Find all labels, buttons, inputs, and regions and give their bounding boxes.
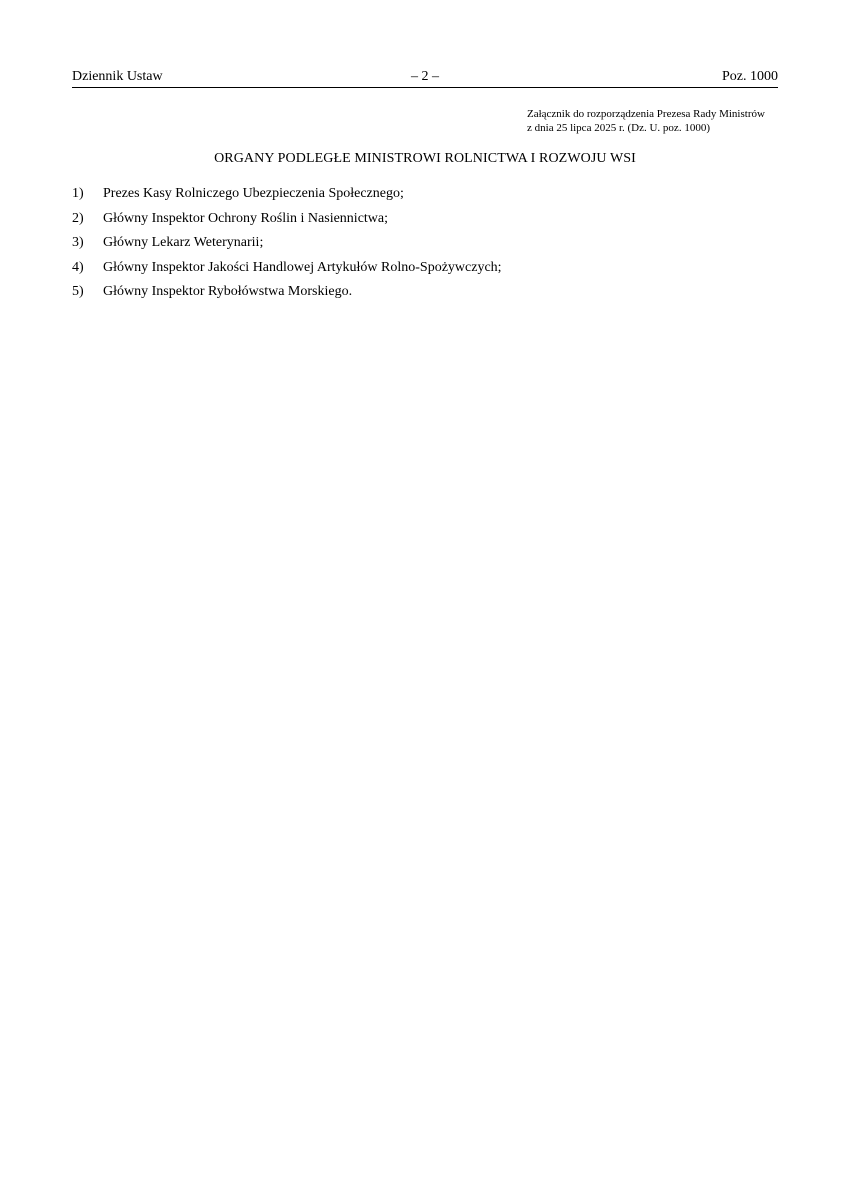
list-item-number: 2)	[72, 210, 84, 226]
list-item-text: Główny Lekarz Weterynarii;	[103, 235, 264, 250]
list-item-number: 5)	[72, 284, 84, 299]
journal-name: Dziennik Ustaw	[72, 69, 163, 84]
list-item	[72, 186, 778, 211]
list-item-number: 1)	[72, 186, 84, 201]
page-header	[72, 69, 778, 88]
list-item-number: 4)	[72, 259, 84, 275]
list-item	[72, 260, 778, 285]
list-item-text: Prezes Kasy Rolniczego Ubezpieczenia Społecznego;	[103, 186, 404, 201]
position-number: Poz. 1000	[722, 69, 778, 84]
annex-note-line-1: Załącznik do rozporządzenia Prezesa Rady Ministrów	[527, 108, 765, 120]
annex-note	[527, 107, 797, 135]
authorities-list	[72, 186, 778, 309]
list-item	[72, 235, 778, 260]
page-number: – 2 –	[411, 69, 439, 84]
annex-note-line-2: z dnia 25 lipca 2025 r. (Dz. U. poz. 1000)	[527, 122, 710, 134]
list-item	[72, 284, 778, 309]
list-item	[72, 211, 778, 236]
list-item-text: Główny Inspektor Rybołówstwa Morskiego.	[103, 284, 353, 299]
document-title: ORGANY PODLEGŁE MINISTROWI ROLNICTWA I ROZWOJU WSI	[214, 151, 636, 166]
list-item-text: Główny Inspektor Ochrony Roślin i Nasiennictwa;	[103, 210, 389, 226]
list-item-text: Główny Inspektor Jakości Handlowej Artykułów Rolno-Spożywczych;	[103, 259, 502, 275]
list-item-number: 3)	[72, 235, 84, 250]
